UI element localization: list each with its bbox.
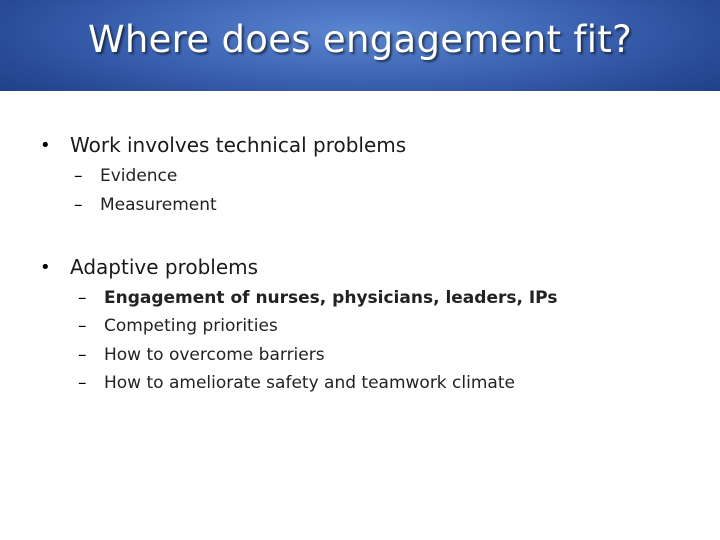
slide-title: Where does engagement fit? [87, 18, 633, 61]
sub-item-safety-climate: How to ameliorate safety and teamwork climate [104, 373, 515, 393]
sub-item-barriers: How to overcome barriers [104, 345, 325, 365]
dash-icon: – [78, 373, 87, 393]
dash-icon: – [78, 288, 87, 308]
dash-icon: – [74, 195, 83, 215]
dash-icon: – [78, 345, 87, 365]
sub-item-engagement: Engagement of nurses, physicians, leaders, IPs [104, 288, 558, 308]
dash-icon: – [78, 316, 87, 336]
dash-icon: – [74, 166, 83, 186]
title-bar [0, 0, 720, 91]
sub-item-measurement: Measurement [100, 195, 217, 215]
bullet-icon: • [40, 135, 51, 156]
bullet-text-adaptive: Adaptive problems [70, 255, 259, 279]
bullet-icon: • [40, 257, 51, 278]
sub-item-evidence: Evidence [100, 166, 178, 186]
sub-item-competing-priorities: Competing priorities [104, 316, 278, 336]
bullet-text-technical: Work involves technical problems [70, 133, 407, 157]
